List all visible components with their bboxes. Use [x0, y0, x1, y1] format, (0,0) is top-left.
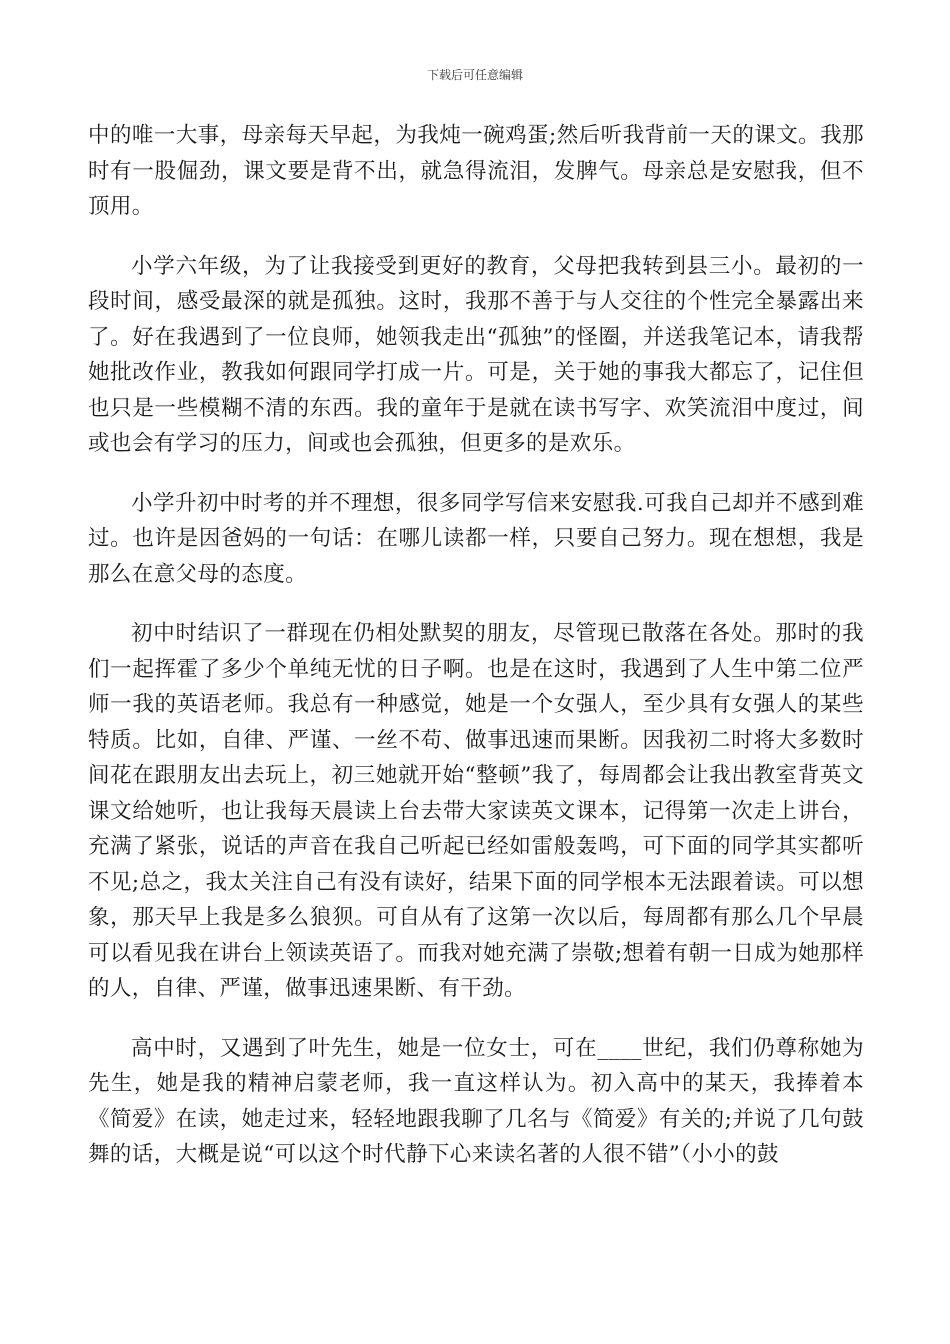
paragraph-high-school: 高中时，又遇到了叶先生，她是一位女士，可在____世纪，我们仍尊称她为先生，她是我的精神启蒙老师，我一直这样认为。初入高中的某天，我捧着本《简爱》在读，她走过来，轻轻地跟我聊了几名与《简爱》有关的;并说了几句鼓舞的话，大概是说“可以这个时代静下心来读名著的人很不错”（小小的鼓: [88, 1035, 864, 1167]
page-header: 下载后可任意编辑: [426, 68, 523, 82]
paragraph-continuation: 中的唯一大事，母亲每天早起，为我炖一碗鸡蛋;然后听我背前一天的课文。我那时有一股倔劲，课文要是背不出，就急得流泪，发脾气。母亲总是安慰我，但不顶用。: [88, 123, 864, 219]
paragraph-middle-school: 初中时结识了一群现在仍相处默契的朋友，尽管现已散落在各处。那时的我们一起挥霍了多少个单纯无忧的日子啊。也是在这时，我遇到了人生中第二位严师一我的英语老师。我总有一种感觉，她是一个女强人，至少具有女强人的某些特质。比如，自律、严谨、一丝不苟、做事迅速而果断。因我初二时将大多数时间花在跟朋友出去玩上，初三她就开始“整顿”我了，每周都会让我出教室背英文课文给她听，也让我每天晨读上台去带大家读英文课本，记得第一次走上讲台，充满了紧张，说话的声音在我自己听起已经如雷般轰鸣，可下面的同学其实都听不见;总之，我太关注自己有没有读好，结果下面的同学根本无法跟着读。可以想象，那天早上我是多么狼狈。可自从有了这第一次以后，每周都有那么几个早晨可以看见我在讲台上领读英语了。而我对她充满了崇敬;想着有朝一日成为她那样的人，自律、严谨，做事迅速果断、有干劲。: [88, 621, 864, 1001]
paragraph-middle-school-entry: 小学升初中时考的并不理想，很多同学写信来安慰我.可我自己却并不感到难过。也许是因爸妈的一句话：在哪儿读都一样，只要自己努力。现在想想，我是那么在意父母的态度。: [88, 490, 864, 587]
paragraph-primary-school: 小学六年级，为了让我接受到更好的教育，父母把我转到县三小。最初的一段时间，感受最深的就是孤独。这时，我那不善于与人交往的个性完全暴露出来了。好在我遇到了一位良师，她领我走出“孤独”的怪圈，并送我笔记本，请我帮她批改作业，教我如何跟同学打成一片。可是，关于她的事我大都忘了，记住但也只是一些模糊不清的东西。我的童年于是就在读书写字、欢笑流泪中度过，间或也会有学习的压力，间或也会孤独，但更多的是欢乐。: [88, 253, 864, 456]
document-body: [88, 118, 864, 1197]
